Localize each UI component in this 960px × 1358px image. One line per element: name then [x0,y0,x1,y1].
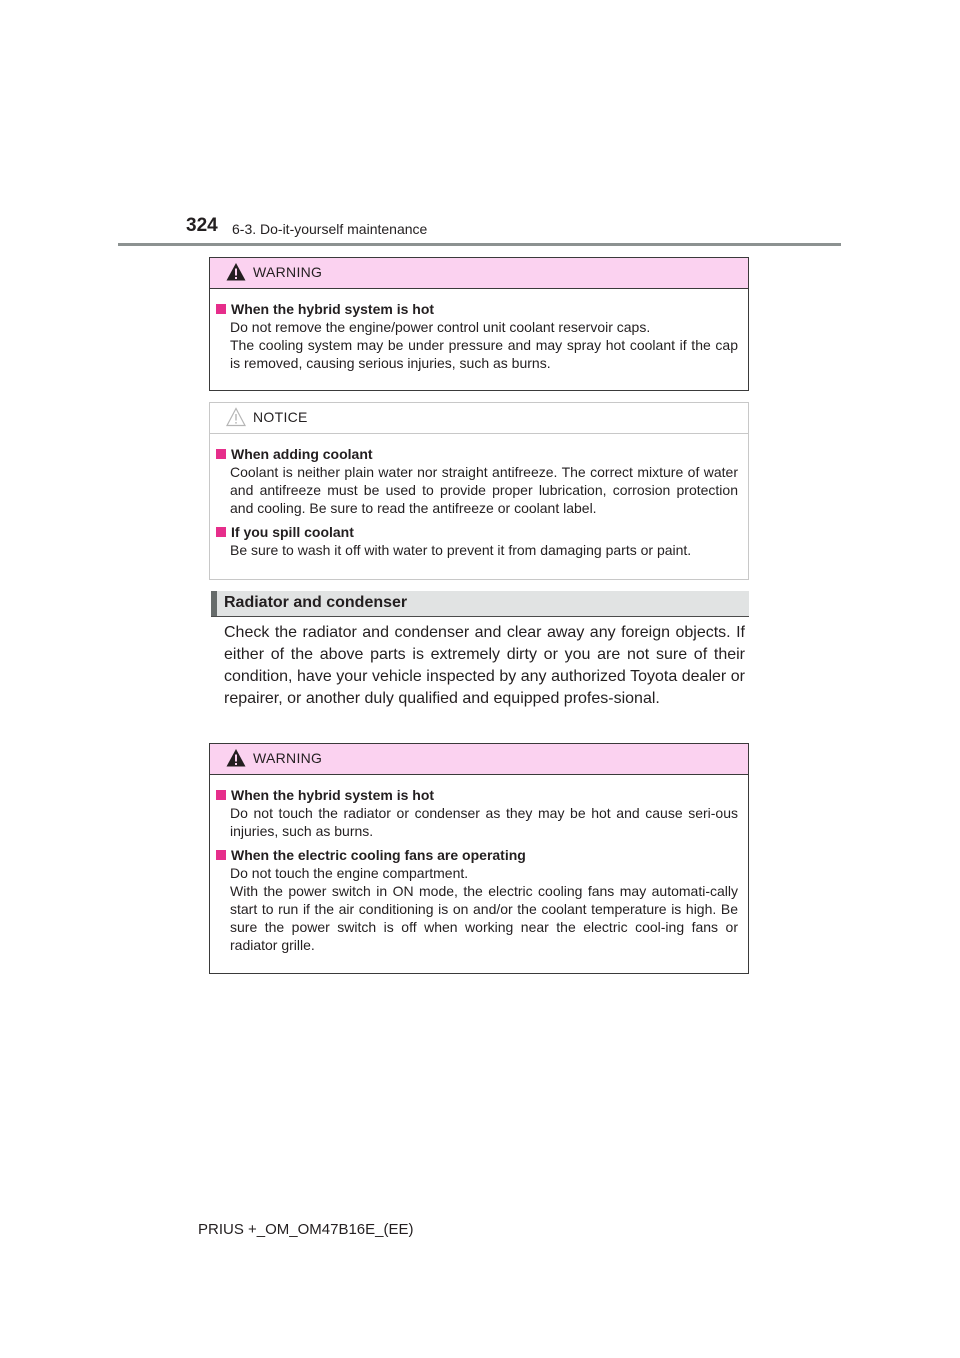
item-text [230,804,738,840]
warning-header [210,258,748,289]
notice-body [210,434,748,575]
warning-box-1 [209,257,749,391]
warning-box-2 [209,743,749,974]
warning-icon [226,748,246,768]
item-line: Do not remove the engine/power control unit coolant reservoir caps. [230,319,651,335]
notice-label: NOTICE [253,409,308,425]
warning-label: WARNING [253,750,323,766]
item-line: With the power switch in ON mode, the electric cooling fans may automati-cally start to run if the air conditioning is on and/or the coolant temperature is high. Be sure the power switch is off when working near the electric cool-ing fans or radiator grille. [230,883,738,953]
item-title [216,300,738,318]
item-text [230,864,738,954]
item-line: Do not touch the engine compartment. [230,865,469,881]
item-text [230,463,738,517]
square-bullet-icon [216,527,226,537]
item-line: Coolant is neither plain water nor straight antifreeze. The correct mixture of water and antifreeze must be used to provide proper lubrication, corrosion protection and cooling. Be sure to read the antifreeze or coolant label. [230,464,738,516]
square-bullet-icon [216,304,226,314]
item-title [216,523,738,541]
notice-header [210,403,748,434]
warning-body [210,775,748,970]
header-rule [118,243,841,246]
warning-header [210,744,748,775]
square-bullet-icon [216,790,226,800]
warning-item [216,786,738,840]
item-title [216,445,738,463]
warning-item [216,846,738,954]
page-number: 324 [186,215,218,236]
body-paragraph: Check the radiator and condenser and clear away any foreign objects. If either of the above parts is extremely dirty or you are not sure of their condition, have your vehicle inspected by any authorized Toyota dealer or repairer, or another duly qualified and equipped profes-sional. [224,624,745,707]
item-line: The cooling system may be under pressure and may spray hot coolant if the cap is removed, causing serious injuries, such as burns. [230,337,738,371]
item-title-text: When the electric cooling fans are operating [231,847,526,863]
warning-label: WARNING [253,264,323,280]
item-title-text: If you spill coolant [231,524,354,540]
item-text [230,318,738,372]
item-line: Do not touch the radiator or condenser as they may be hot and cause seri-ous injuries, such as burns. [230,805,738,839]
item-title-text: When the hybrid system is hot [231,301,435,317]
subheading-text: Radiator and condenser [224,594,408,611]
item-title [216,846,738,864]
section-title: 6-3. Do-it-yourself maintenance [232,221,428,237]
item-line: Be sure to wash it off with water to prevent it from damaging parts or paint. [230,542,692,558]
item-title-text: When the hybrid system is hot [231,787,435,803]
square-bullet-icon [216,850,226,860]
notice-box [209,402,749,580]
notice-item [216,445,738,517]
item-title-text: When adding coolant [231,446,373,462]
notice-item [216,523,738,559]
page-header [0,0,960,250]
warning-item [216,300,738,372]
warning-body [210,289,748,388]
item-text [230,541,738,559]
warning-icon [226,262,246,282]
footer-code: PRIUS +_OM_OM47B16E_(EE) [198,1221,414,1238]
subheading [211,591,749,617]
square-bullet-icon [216,449,226,459]
item-title [216,786,738,804]
caution-icon [226,407,246,427]
subheading-bar [211,591,217,616]
